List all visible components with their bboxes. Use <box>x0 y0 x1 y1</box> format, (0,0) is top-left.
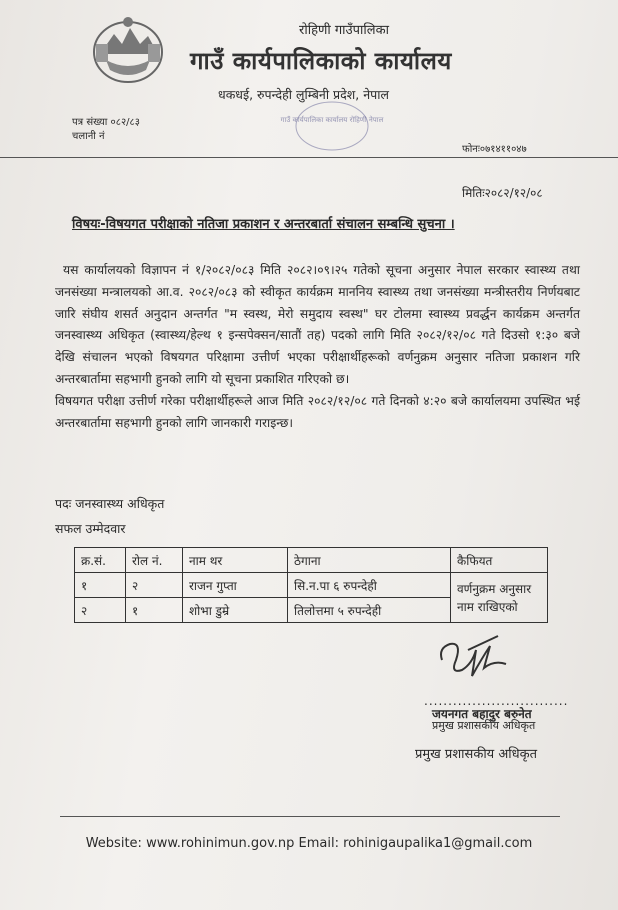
cell-roll: २ <box>126 573 183 598</box>
header-remarks: कैफियत <box>451 548 548 573</box>
notice-date: मितिः२०८२/१२/०८ <box>462 186 543 200</box>
post-label: पदः जनस्वास्थ्य अधिकृत <box>55 496 165 511</box>
signatory-stamp: प्रमुख प्रशासकीय अधिकृत <box>432 719 536 732</box>
header-address: ठेगाना <box>288 548 451 573</box>
cell-roll: १ <box>126 598 183 623</box>
body-paragraph-1: यस कार्यालयको विज्ञापन नं १/२०८२/०८३ मिति २०८२।०९।२५ गतेको सूचना अनुसार नेपाल सरकार स्वास्थ्य तथा जनसंख्या मन्त्रालयको आ.व. २०८२/०८३ को स्वीकृत कार्यक्रम माननिय स्वास्थ्य तथा जनसंख्या मन्त्रीस्तरीय निर्णयबाट जारि संघीय शसर्त अनुदान अन्तर्गत "म स्वस्थ, मेरो समुदाय स्वस्थ" घर टोलमा स्वास्थ्य प्रवर्द्धन कार्यक्रम अन्तर्गत जनस्वास्थ्य अधिकृत (स्वास्थ्य/हेल्थ १ इन्सपेक्सन/सातौं तह) पदको लागि मिति २०८२/१२/०८ गते दिउसो १:३० बजे देखि संचालन भएको विषयगत परिक्षामा उत्तीर्ण भएका परीक्षार्थीहरूको वर्णनुक्रम अनुसार नतिजा प्रकाशन गरि अन्तरबार्तामा सहभागी हुनको लागि यो सूचना प्रकाशित गरिएको छ। <box>55 263 580 386</box>
cell-name: राजन गुप्ता <box>183 573 288 598</box>
body-paragraph-2: विषयगत परीक्षा उत्तीर्ण गरेका परीक्षार्थीहरूले आज मिति २०८२/१२/०८ गते दिनको ४:२० बजे कार्यालयमा उपस्थित भई अन्तरबार्तामा सहभागी हुनको लागि जानकारी गराइन्छ। <box>55 393 580 430</box>
footer-divider <box>60 816 560 817</box>
results-table <box>74 547 548 623</box>
office-stamp-icon <box>280 98 384 154</box>
ref-number: पत्र संख्या ०८२/८३ <box>72 117 140 128</box>
office-title: गाउँ कार्यपालिकाको कार्यालय <box>190 47 452 75</box>
signatory-title: प्रमुख प्रशासकीय अधिकृत <box>415 747 538 762</box>
notice-subject: विषयः-विषयगत परीक्षाको नतिजा प्रकाशन र अन्तरबार्ता संचालन सम्बन्धि सुचना । <box>72 217 455 232</box>
header-divider <box>0 157 618 158</box>
header-serial: क्र.सं. <box>75 548 126 573</box>
dispatch-number: चलानी नं <box>72 131 105 142</box>
cell-serial: २ <box>75 598 126 623</box>
signature-icon <box>432 630 512 685</box>
website-label: Website: <box>85 836 147 851</box>
notice-body <box>55 260 580 434</box>
successful-candidates-label: सफल उम्मेदवार <box>55 521 126 536</box>
footer <box>0 836 618 851</box>
website-link[interactable]: www.rohinimun.gov.np <box>146 836 295 851</box>
email-text: Email: rohinigaupalika1@gmail.com <box>294 836 533 851</box>
header-name: नाम थर <box>183 548 288 573</box>
signatory-name: जयनगत बहादुर बरुनेत <box>432 707 532 721</box>
stamp-text: गाउँ कार्यपालिका कार्यालय रोहिणी नेपाल <box>280 116 384 124</box>
cell-address: सि.न.पा ६ रुपन्देही <box>288 573 451 598</box>
municipality-name: रोहिणी गाउँपालिका <box>299 23 389 38</box>
header-roll: रोल नं. <box>126 548 183 573</box>
table-header-row <box>75 548 548 573</box>
cell-address: तिलोत्तमा ५ रुपन्देही <box>288 598 451 623</box>
phone-number: फोनः०७१४११०४७ <box>462 144 527 155</box>
table-row <box>75 573 548 598</box>
office-address: धकधई, रुपन्देही लुम्बिनी प्रदेश, नेपाल <box>218 87 389 102</box>
signature-line: .............................. <box>424 694 569 708</box>
cell-name: शोभा डुम्रे <box>183 598 288 623</box>
cell-serial: १ <box>75 573 126 598</box>
cell-remarks: वर्णनुक्रम अनुसार नाम राखिएको <box>451 573 548 623</box>
